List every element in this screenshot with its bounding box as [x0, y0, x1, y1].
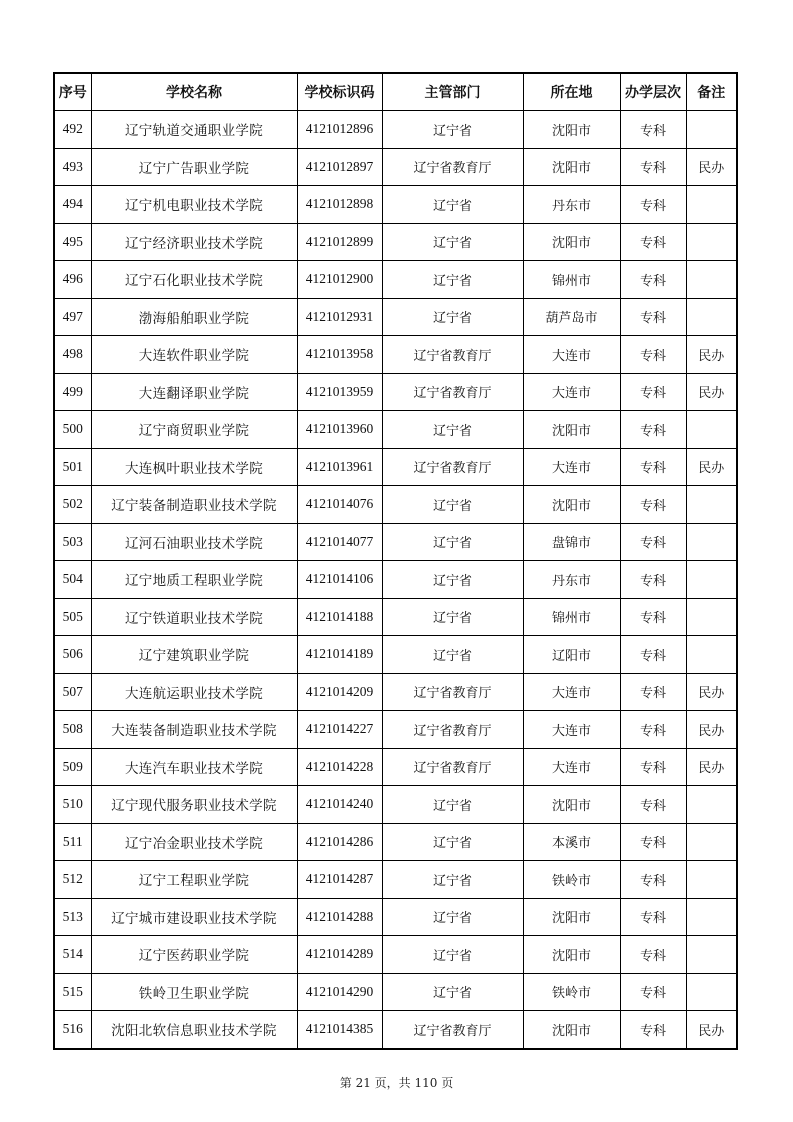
- cell-remark: 民办: [686, 748, 737, 786]
- cell-school-code: 4121012898: [297, 186, 382, 224]
- cell-school-code: 4121012897: [297, 148, 382, 186]
- cell-location: 大连市: [523, 336, 620, 374]
- cell-level: 专科: [620, 373, 686, 411]
- cell-remark: 民办: [686, 336, 737, 374]
- cell-school-name: 辽宁建筑职业学院: [91, 636, 297, 674]
- cell-school-name: 沈阳北软信息职业技术学院: [91, 1011, 297, 1049]
- table-row: [54, 673, 737, 711]
- cell-level: 专科: [620, 448, 686, 486]
- cell-remark: 民办: [686, 148, 737, 186]
- table-row: [54, 936, 737, 974]
- cell-school-name: 辽宁城市建设职业技术学院: [91, 898, 297, 936]
- cell-school-code: 4121014227: [297, 711, 382, 749]
- document-sheet: [53, 72, 736, 1050]
- cell-school-code: 4121014288: [297, 898, 382, 936]
- cell-level: 专科: [620, 598, 686, 636]
- cell-seq: 498: [54, 336, 91, 374]
- cell-school-code: 4121012899: [297, 223, 382, 261]
- cell-level: 专科: [620, 748, 686, 786]
- cell-school-code: 4121014076: [297, 486, 382, 524]
- table-row: [54, 973, 737, 1011]
- cell-department: 辽宁省教育厅: [382, 748, 523, 786]
- cell-seq: 514: [54, 936, 91, 974]
- cell-school-name: 大连枫叶职业技术学院: [91, 448, 297, 486]
- table-body: [54, 111, 737, 1049]
- cell-school-code: 4121014209: [297, 673, 382, 711]
- cell-level: 专科: [620, 261, 686, 299]
- cell-seq: 507: [54, 673, 91, 711]
- cell-seq: 493: [54, 148, 91, 186]
- cell-level: 专科: [620, 223, 686, 261]
- cell-school-code: 4121014228: [297, 748, 382, 786]
- cell-location: 大连市: [523, 748, 620, 786]
- cell-level: 专科: [620, 186, 686, 224]
- cell-department: 辽宁省: [382, 486, 523, 524]
- cell-level: 专科: [620, 148, 686, 186]
- cell-school-name: 辽宁地质工程职业学院: [91, 561, 297, 599]
- cell-department: 辽宁省: [382, 261, 523, 299]
- cell-remark: [686, 111, 737, 149]
- cell-department: 辽宁省教育厅: [382, 148, 523, 186]
- cell-department: 辽宁省: [382, 598, 523, 636]
- cell-school-code: 4121012896: [297, 111, 382, 149]
- cell-department: 辽宁省: [382, 298, 523, 336]
- cell-remark: 民办: [686, 373, 737, 411]
- cell-remark: [686, 411, 737, 449]
- cell-school-code: 4121012900: [297, 261, 382, 299]
- table-row: [54, 636, 737, 674]
- cell-location: 沈阳市: [523, 786, 620, 824]
- cell-remark: [686, 561, 737, 599]
- cell-seq: 495: [54, 223, 91, 261]
- cell-department: 辽宁省: [382, 636, 523, 674]
- cell-remark: 民办: [686, 1011, 737, 1049]
- cell-school-name: 辽宁广告职业学院: [91, 148, 297, 186]
- cell-school-code: 4121013958: [297, 336, 382, 374]
- cell-school-name: 辽宁经济职业技术学院: [91, 223, 297, 261]
- cell-department: 辽宁省: [382, 786, 523, 824]
- cell-seq: 510: [54, 786, 91, 824]
- cell-department: 辽宁省教育厅: [382, 1011, 523, 1049]
- cell-school-name: 辽宁机电职业技术学院: [91, 186, 297, 224]
- cell-location: 大连市: [523, 448, 620, 486]
- cell-level: 专科: [620, 523, 686, 561]
- cell-school-name: 渤海船舶职业学院: [91, 298, 297, 336]
- cell-level: 专科: [620, 673, 686, 711]
- cell-level: 专科: [620, 298, 686, 336]
- cell-department: 辽宁省教育厅: [382, 448, 523, 486]
- header-level: 办学层次: [620, 73, 686, 111]
- cell-location: 沈阳市: [523, 148, 620, 186]
- cell-seq: 494: [54, 186, 91, 224]
- cell-department: 辽宁省: [382, 973, 523, 1011]
- table-row: [54, 1011, 737, 1049]
- cell-level: 专科: [620, 1011, 686, 1049]
- table-row: [54, 823, 737, 861]
- cell-school-code: 4121013961: [297, 448, 382, 486]
- cell-remark: [686, 973, 737, 1011]
- table-row: [54, 598, 737, 636]
- table-row: [54, 561, 737, 599]
- cell-location: 沈阳市: [523, 411, 620, 449]
- cell-level: 专科: [620, 561, 686, 599]
- cell-school-name: 辽河石油职业技术学院: [91, 523, 297, 561]
- cell-location: 大连市: [523, 673, 620, 711]
- table-row: [54, 411, 737, 449]
- table-row: [54, 898, 737, 936]
- header-remark: 备注: [686, 73, 737, 111]
- table-row: [54, 298, 737, 336]
- table-row: [54, 523, 737, 561]
- cell-school-name: 大连软件职业学院: [91, 336, 297, 374]
- cell-remark: 民办: [686, 711, 737, 749]
- cell-department: 辽宁省: [382, 223, 523, 261]
- cell-seq: 496: [54, 261, 91, 299]
- cell-location: 辽阳市: [523, 636, 620, 674]
- table-header-row: [54, 73, 737, 111]
- cell-school-code: 4121014189: [297, 636, 382, 674]
- cell-school-name: 辽宁工程职业学院: [91, 861, 297, 899]
- table-row: [54, 261, 737, 299]
- cell-school-name: 铁岭卫生职业学院: [91, 973, 297, 1011]
- cell-location: 铁岭市: [523, 973, 620, 1011]
- cell-department: 辽宁省: [382, 936, 523, 974]
- cell-location: 沈阳市: [523, 898, 620, 936]
- cell-remark: [686, 786, 737, 824]
- cell-remark: [686, 823, 737, 861]
- cell-seq: 515: [54, 973, 91, 1011]
- cell-seq: 513: [54, 898, 91, 936]
- cell-remark: [686, 486, 737, 524]
- cell-level: 专科: [620, 936, 686, 974]
- cell-seq: 506: [54, 636, 91, 674]
- school-list-table: [53, 72, 738, 1050]
- cell-location: 大连市: [523, 373, 620, 411]
- cell-school-code: 4121013960: [297, 411, 382, 449]
- cell-location: 沈阳市: [523, 1011, 620, 1049]
- cell-school-name: 大连航运职业技术学院: [91, 673, 297, 711]
- cell-level: 专科: [620, 111, 686, 149]
- cell-location: 沈阳市: [523, 223, 620, 261]
- cell-school-name: 大连装备制造职业技术学院: [91, 711, 297, 749]
- cell-level: 专科: [620, 898, 686, 936]
- cell-department: 辽宁省: [382, 861, 523, 899]
- header-school-code: 学校标识码: [297, 73, 382, 111]
- cell-seq: 505: [54, 598, 91, 636]
- cell-level: 专科: [620, 636, 686, 674]
- cell-school-code: 4121014290: [297, 973, 382, 1011]
- cell-seq: 512: [54, 861, 91, 899]
- header-location: 所在地: [523, 73, 620, 111]
- cell-remark: [686, 298, 737, 336]
- cell-seq: 511: [54, 823, 91, 861]
- page-footer: 第 21 页，共 110 页: [339, 1076, 454, 1090]
- table-row: [54, 861, 737, 899]
- cell-level: 专科: [620, 411, 686, 449]
- cell-seq: 504: [54, 561, 91, 599]
- cell-remark: [686, 898, 737, 936]
- cell-location: 大连市: [523, 711, 620, 749]
- cell-department: 辽宁省教育厅: [382, 711, 523, 749]
- table-row: [54, 373, 737, 411]
- header-department: 主管部门: [382, 73, 523, 111]
- cell-location: 丹东市: [523, 561, 620, 599]
- cell-department: 辽宁省: [382, 411, 523, 449]
- cell-department: 辽宁省教育厅: [382, 373, 523, 411]
- cell-remark: [686, 936, 737, 974]
- table-row: [54, 148, 737, 186]
- cell-department: 辽宁省: [382, 823, 523, 861]
- table-row: [54, 111, 737, 149]
- cell-remark: 民办: [686, 673, 737, 711]
- cell-location: 沈阳市: [523, 486, 620, 524]
- cell-remark: 民办: [686, 448, 737, 486]
- cell-remark: [686, 636, 737, 674]
- cell-department: 辽宁省教育厅: [382, 336, 523, 374]
- cell-school-name: 辽宁冶金职业技术学院: [91, 823, 297, 861]
- cell-department: 辽宁省教育厅: [382, 673, 523, 711]
- cell-location: 锦州市: [523, 261, 620, 299]
- cell-school-name: 辽宁现代服务职业技术学院: [91, 786, 297, 824]
- cell-seq: 492: [54, 111, 91, 149]
- header-seq: 序号: [54, 73, 91, 111]
- cell-school-name: 辽宁轨道交通职业学院: [91, 111, 297, 149]
- cell-remark: [686, 223, 737, 261]
- table-row: [54, 711, 737, 749]
- cell-location: 锦州市: [523, 598, 620, 636]
- cell-school-name: 大连翻译职业学院: [91, 373, 297, 411]
- cell-location: 铁岭市: [523, 861, 620, 899]
- cell-department: 辽宁省: [382, 523, 523, 561]
- cell-location: 丹东市: [523, 186, 620, 224]
- table-row: [54, 336, 737, 374]
- cell-location: 盘锦市: [523, 523, 620, 561]
- cell-location: 沈阳市: [523, 111, 620, 149]
- cell-school-name: 辽宁石化职业技术学院: [91, 261, 297, 299]
- cell-remark: [686, 186, 737, 224]
- cell-location: 沈阳市: [523, 936, 620, 974]
- cell-school-name: 辽宁商贸职业学院: [91, 411, 297, 449]
- cell-remark: [686, 598, 737, 636]
- cell-school-name: 大连汽车职业技术学院: [91, 748, 297, 786]
- cell-department: 辽宁省: [382, 898, 523, 936]
- cell-level: 专科: [620, 786, 686, 824]
- cell-remark: [686, 861, 737, 899]
- cell-department: 辽宁省: [382, 111, 523, 149]
- cell-school-name: 辽宁铁道职业技术学院: [91, 598, 297, 636]
- cell-seq: 501: [54, 448, 91, 486]
- cell-remark: [686, 523, 737, 561]
- header-school-name: 学校名称: [91, 73, 297, 111]
- table-row: [54, 186, 737, 224]
- cell-level: 专科: [620, 336, 686, 374]
- cell-level: 专科: [620, 711, 686, 749]
- cell-level: 专科: [620, 823, 686, 861]
- cell-level: 专科: [620, 973, 686, 1011]
- cell-seq: 508: [54, 711, 91, 749]
- cell-seq: 500: [54, 411, 91, 449]
- cell-school-code: 4121012931: [297, 298, 382, 336]
- cell-department: 辽宁省: [382, 561, 523, 599]
- cell-level: 专科: [620, 486, 686, 524]
- cell-remark: [686, 261, 737, 299]
- cell-school-name: 辽宁装备制造职业技术学院: [91, 486, 297, 524]
- cell-seq: 516: [54, 1011, 91, 1049]
- cell-location: 本溪市: [523, 823, 620, 861]
- cell-department: 辽宁省: [382, 186, 523, 224]
- cell-level: 专科: [620, 861, 686, 899]
- table-row: [54, 486, 737, 524]
- cell-seq: 502: [54, 486, 91, 524]
- table-row: [54, 223, 737, 261]
- cell-location: 葫芦岛市: [523, 298, 620, 336]
- cell-school-code: 4121014286: [297, 823, 382, 861]
- cell-school-code: 4121013959: [297, 373, 382, 411]
- cell-school-code: 4121014188: [297, 598, 382, 636]
- cell-school-code: 4121014106: [297, 561, 382, 599]
- table-row: [54, 448, 737, 486]
- table-row: [54, 748, 737, 786]
- cell-seq: 503: [54, 523, 91, 561]
- cell-seq: 497: [54, 298, 91, 336]
- cell-school-name: 辽宁医药职业学院: [91, 936, 297, 974]
- table-row: [54, 786, 737, 824]
- cell-school-code: 4121014287: [297, 861, 382, 899]
- cell-school-code: 4121014240: [297, 786, 382, 824]
- cell-seq: 509: [54, 748, 91, 786]
- cell-school-code: 4121014077: [297, 523, 382, 561]
- cell-seq: 499: [54, 373, 91, 411]
- cell-school-code: 4121014289: [297, 936, 382, 974]
- cell-school-code: 4121014385: [297, 1011, 382, 1049]
